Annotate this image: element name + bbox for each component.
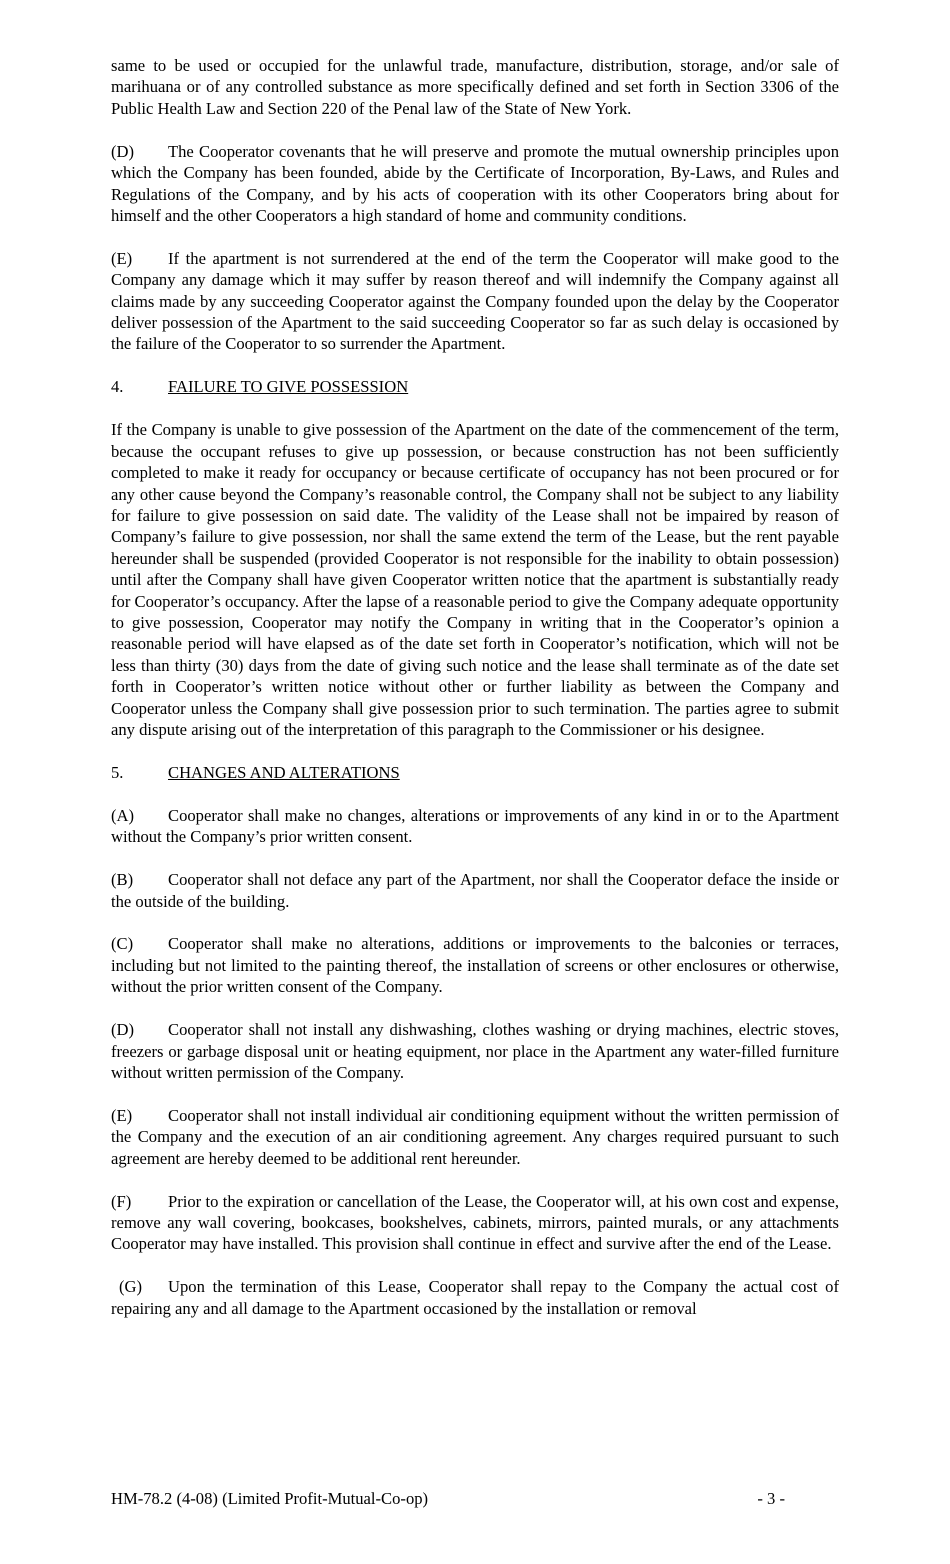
section-title: CHANGES AND ALTERATIONS bbox=[168, 762, 400, 782]
paragraph-text: Cooperator shall make no alterations, additions or improvements to the balconies or terraces, including but not limited to the painting thereof, the installation of screens or other enclosures or otherwise, without the prior written consent of the Company. bbox=[111, 934, 839, 997]
paragraph-label: (E) bbox=[111, 248, 133, 268]
paragraph-5c bbox=[111, 933, 839, 997]
paragraph-5d bbox=[111, 1019, 839, 1083]
paragraph-text: Cooperator shall not install any dishwashing, clothes washing or drying machines, electric stoves, freezers or garbage disposal unit or heating equipment, nor place in the Apartment any water-filled furniture without written permission of the Company. bbox=[111, 1020, 839, 1082]
document-page bbox=[111, 55, 839, 1341]
paragraph-5g bbox=[111, 1276, 839, 1319]
paragraph-text: Cooperator shall not install individual air conditioning equipment without the written permission of the Company and the execution of an air conditioning agreement. Any charges required pursuant to such agreement are hereby deemed to be additional rent hereunder. bbox=[111, 1105, 839, 1168]
paragraph-text: If the apartment is not surrendered at the end of the term the Cooperator will make good to the Company any damage which it may suffer by reason thereof and will indemnify the Company against all claims made by any succeeding Cooperator against the Company founded upon the delay by the Cooperator deliver possession of the Apartment to the said succeeding Cooperator so far as such delay is occasioned by the failure of the Cooperator to so surrender the Apartment. bbox=[111, 248, 839, 354]
paragraph-label: (A) bbox=[111, 805, 135, 825]
section-4-heading bbox=[111, 376, 839, 397]
paragraph-5b bbox=[111, 869, 839, 912]
paragraph-5f bbox=[111, 1191, 839, 1255]
paragraph-text: The Cooperator covenants that he will preserve and promote the mutual ownership principles upon which the Company has been founded, abide by the Certificate of Incorporation, By-Laws, and Rules and Regulations of the Company, and by his acts of cooperation with its other Cooperators bring about for himself and the other Cooperators a high standard of home and community conditions. bbox=[111, 141, 839, 225]
paragraph-5e bbox=[111, 1105, 839, 1169]
form-identifier: HM-78.2 (4-08) (Limited Profit-Mutual-Co-op) bbox=[111, 1489, 429, 1508]
paragraph-text: Upon the termination of this Lease, Cooperator shall repay to the Company the actual cost of repairing any and all damage to the Apartment occasioned by the installation or removal bbox=[111, 1277, 839, 1318]
paragraph-text: Cooperator shall make no changes, alterations or improvements of any kind in or to the Apartment without the Company’s prior written consent. bbox=[111, 805, 839, 847]
paragraph-label: (G) bbox=[119, 1277, 143, 1297]
section-4-body: If the Company is unable to give possession of the Apartment on the date of the commencement of the term, because the occupant refuses to give up possession, or because construction has not been sufficiently completed to make it ready for occupancy or because certificate of occupancy has not been procured or for any other cause beyond the Company’s reasonable control, the Company shall not be subject to any liability for failure to give possession on said date. The validity of the Lease shall not be impaired by reason of Company’s failure to give possession, nor shall the same extend the term of the Lease, but the rent payable hereunder shall be suspended (provided Cooperator is not responsible for the inability to obtain possession) until after the Company shall have given Cooperator written notice that the apartment is substantially ready for Cooperator’s occupancy. After the lapse of a reasonable period to give the Company adequate opportunity to give possession, Cooperator may notify the Company in writing that in the Cooperator’s opinion a reasonable period will have elapsed as of the date set forth in Cooperator’s notification, which will not be less than thirty (30) days from the date of giving such notice and the lease shall terminate as of the date set forth in Cooperator’s written notice without other or further liability as between the Company and Cooperator unless the Company shall give possession prior to such termination. The parties agree to submit any dispute arising out of the interpretation of this paragraph to the Commissioner or his designee. bbox=[111, 420, 839, 739]
page-number: - 3 - bbox=[757, 1489, 785, 1508]
paragraph-label: (B) bbox=[111, 870, 134, 890]
section-number: 5. bbox=[111, 762, 124, 782]
paragraph-text: Cooperator shall not deface any part of the Apartment, nor shall the Cooperator deface the inside or the outside of the building. bbox=[111, 870, 839, 911]
paragraph-label: (C) bbox=[111, 934, 134, 954]
paragraph-label: (F) bbox=[111, 1191, 132, 1211]
section-number: 4. bbox=[111, 377, 124, 397]
section-5-heading bbox=[111, 762, 839, 783]
paragraph-3e bbox=[111, 248, 839, 355]
continuation-paragraph: same to be used or occupied for the unlawful trade, manufacture, distribution, storage, and/or sale of marihuana or of any controlled substance as more specifically defined and set forth in Section 3306 of the Public Health Law and Section 220 of the Penal law of the State of New York. bbox=[111, 56, 839, 118]
paragraph-3d bbox=[111, 141, 839, 227]
paragraph-label: (E) bbox=[111, 1105, 133, 1125]
section-title: FAILURE TO GIVE POSSESSION bbox=[168, 377, 409, 397]
paragraph-label: (D) bbox=[111, 1020, 135, 1040]
paragraph-label: (D) bbox=[111, 141, 135, 161]
paragraph-5a bbox=[111, 805, 839, 848]
paragraph-text: Prior to the expiration or cancellation of the Lease, the Cooperator will, at his own cost and expense, remove any wall covering, bookcases, bookshelves, cabinets, mirrors, painted murals, or any attachments Cooperator may have installed. This provision shall continue in effect and survive after the end of the Lease. bbox=[111, 1191, 839, 1254]
